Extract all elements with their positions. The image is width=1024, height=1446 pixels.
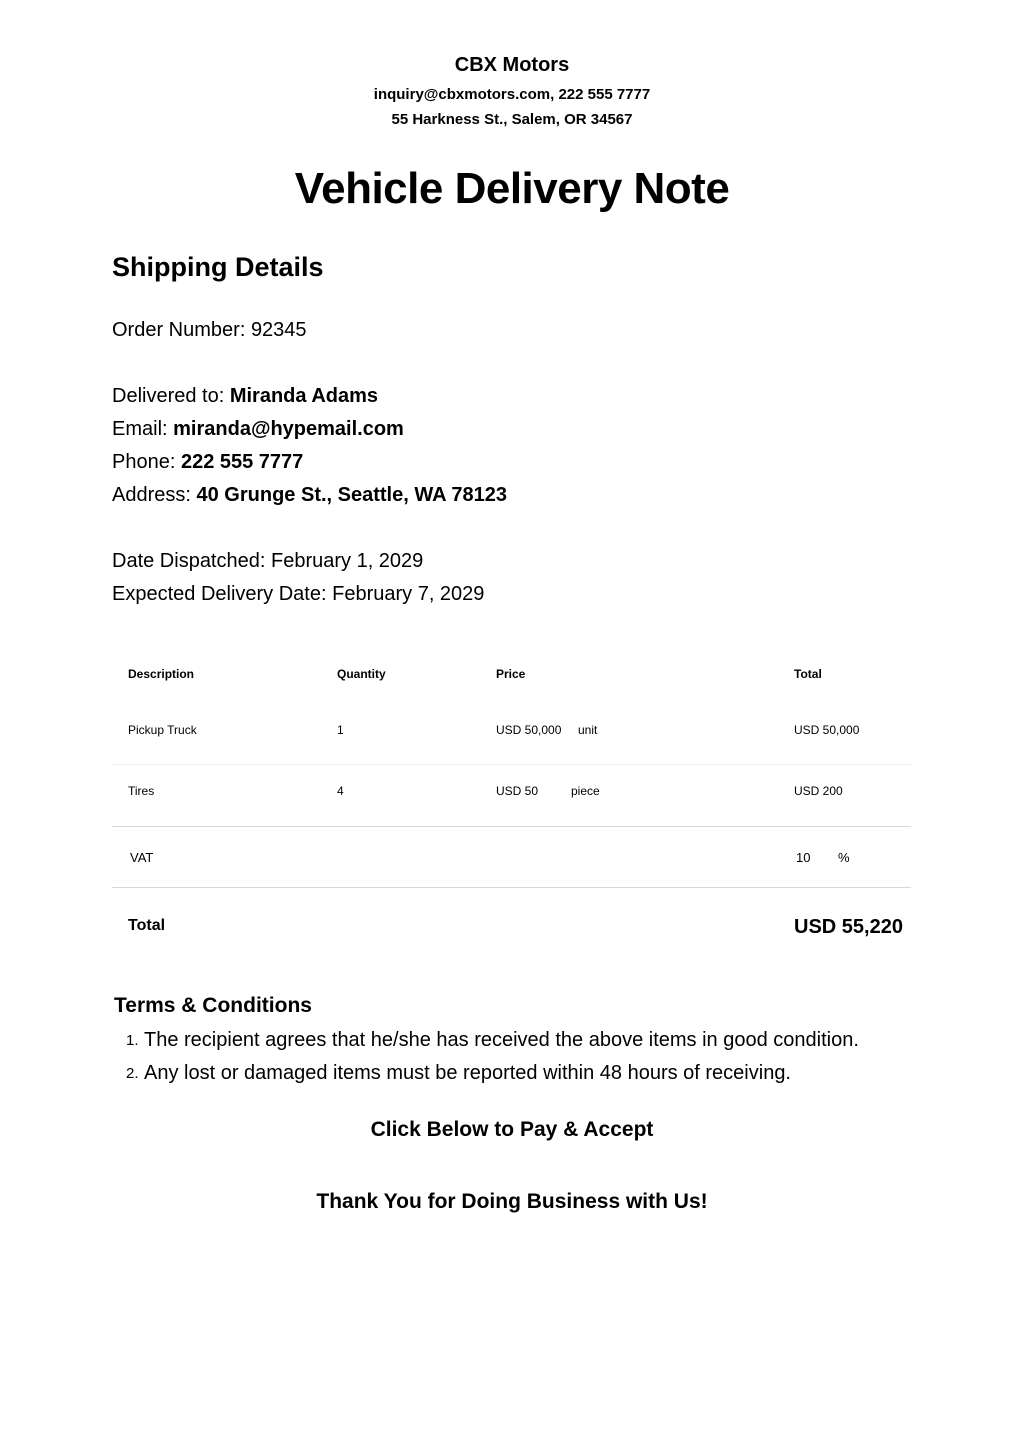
row-quantity: 1 <box>337 723 344 737</box>
email-label: Email: <box>112 418 168 440</box>
grand-total-label: Total <box>128 917 166 934</box>
row-quantity: 4 <box>337 784 344 798</box>
delivered-to-label: Delivered to: <box>112 385 225 407</box>
order-number-value: 92345 <box>250 319 307 341</box>
expected-delivery-label: Expected Delivery Date: <box>112 583 327 605</box>
terms-heading: Terms & Conditions <box>114 994 312 1017</box>
vat-value: 10 <box>796 850 811 865</box>
phone-value: 222 555 7777 <box>180 451 304 473</box>
date-dispatched-field <box>112 550 423 573</box>
vat-label: VAT <box>130 850 154 865</box>
row-divider <box>112 764 911 765</box>
terms-list <box>126 1026 859 1092</box>
address-field <box>112 484 507 507</box>
email-field <box>112 418 404 441</box>
terms-item-text: Any lost or damaged items must be reported within 48 hours of receiving. <box>144 1062 791 1084</box>
company-contact: inquiry@cbxmotors.com, 222 555 7777 <box>373 86 651 103</box>
pay-accept-prompt: Click Below to Pay & Accept <box>370 1118 654 1141</box>
row-price: USD 50,000 <box>496 723 562 737</box>
expected-delivery-value: February 7, 2029 <box>332 583 485 605</box>
grand-total-value: USD 55,220 <box>794 916 903 938</box>
row-unit: piece <box>571 784 600 798</box>
shipping-details-heading: Shipping Details <box>112 252 324 282</box>
delivered-to-value: Miranda Adams <box>229 385 379 407</box>
row-unit: unit <box>578 723 598 737</box>
expected-delivery-field <box>112 583 484 606</box>
table-header-total: Total <box>794 667 822 681</box>
order-number-label: Order Number: <box>112 319 246 341</box>
address-value: 40 Grunge St., Seattle, WA 78123 <box>196 484 507 506</box>
row-description: Pickup Truck <box>128 723 197 737</box>
address-label: Address: <box>112 484 191 506</box>
table-header-quantity: Quantity <box>337 667 386 681</box>
row-total: USD 200 <box>794 784 843 798</box>
row-total: USD 50,000 <box>794 723 860 737</box>
phone-label: Phone: <box>112 451 176 473</box>
thank-you-message: Thank You for Doing Business with Us! <box>316 1190 708 1213</box>
terms-item <box>126 1026 859 1059</box>
vat-unit: % <box>838 850 850 865</box>
phone-field <box>112 451 303 474</box>
terms-item <box>126 1059 859 1092</box>
company-address: 55 Harkness St., Salem, OR 34567 <box>391 111 633 128</box>
row-divider <box>112 887 911 888</box>
row-divider <box>112 826 911 827</box>
date-dispatched-label: Date Dispatched: <box>112 550 266 572</box>
terms-item-number: 1. <box>126 1032 139 1049</box>
table-header-price: Price <box>496 667 526 681</box>
row-price: USD 50 <box>496 784 539 798</box>
table-header-description: Description <box>128 667 195 681</box>
document-title: Vehicle Delivery Note <box>294 164 730 213</box>
company-name: CBX Motors <box>454 54 570 76</box>
row-description: Tires <box>128 784 155 798</box>
terms-item-number: 2. <box>126 1065 139 1082</box>
terms-item-text: The recipient agrees that he/she has received the above items in good condition. <box>144 1029 859 1051</box>
date-dispatched-value: February 1, 2029 <box>270 550 424 572</box>
order-number-field <box>112 319 307 342</box>
email-value: miranda@hypemail.com <box>173 418 404 440</box>
delivered-to-field <box>112 385 378 408</box>
